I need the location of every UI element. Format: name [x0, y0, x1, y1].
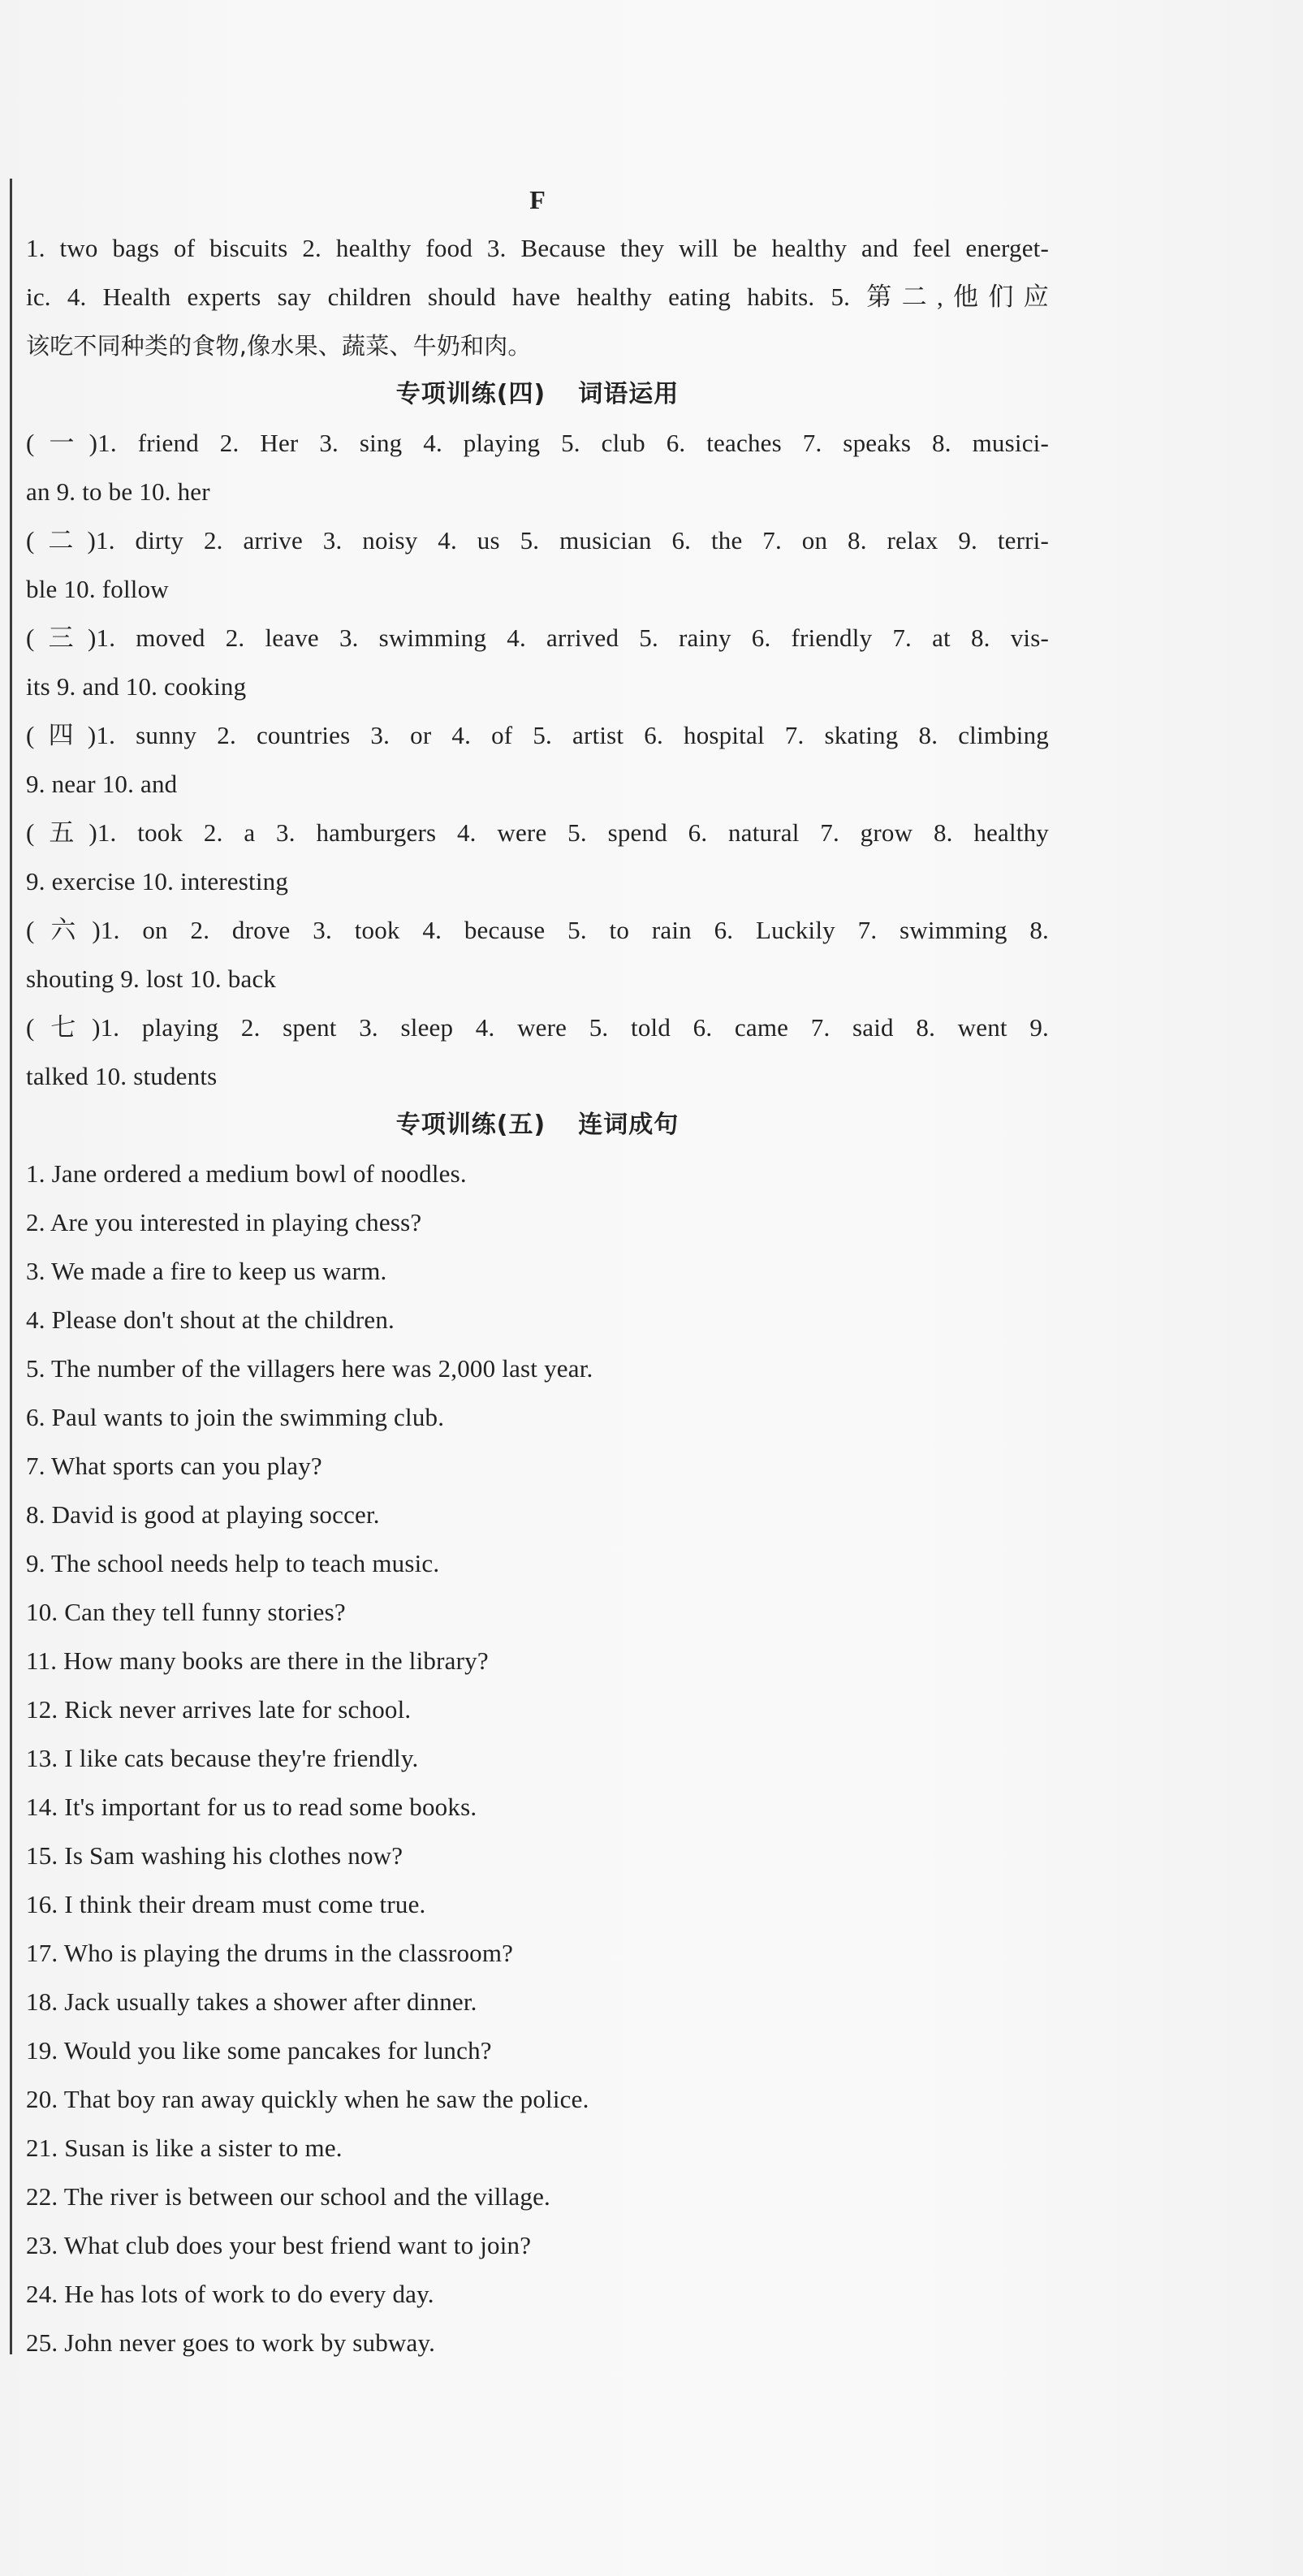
section-4-line: talked 10. students — [26, 1062, 218, 1090]
section-5-heading — [26, 1101, 1049, 1150]
section-4-line: shouting 9. lost 10. back — [26, 964, 277, 993]
section-5-line: 8. David is good at playing soccer. — [26, 1500, 380, 1529]
section-5-line: 20. That boy ran away quickly when he saw the police. — [26, 2085, 589, 2113]
section-5-line: 6. Paul wants to join the swimming club. — [26, 1403, 445, 1431]
section-5-line: 9. The school needs help to teach music. — [26, 1549, 440, 1577]
section-4-line: (七)1. playing 2. spent 3. sleep 4. were 5. told 6. came 7. said 8. went 9. — [26, 1013, 1049, 1042]
section-4-line: (四)1. sunny 2. countries 3. or 4. of 5. artist 6. hospital 7. skating 8. climbing — [26, 721, 1049, 749]
section-5-line: 22. The river is between our school and the village. — [26, 2182, 551, 2211]
section-5-line: 17. Who is playing the drums in the classroom? — [26, 1939, 514, 1967]
section-f-line: 该吃不同种类的食物,像水果、蔬菜、牛奶和肉。 — [26, 332, 532, 360]
section-5-subtitle: 连词成句 — [578, 1111, 680, 1139]
section-5-line: 7. What sports can you play? — [26, 1452, 322, 1480]
section-5-line: 1. Jane ordered a medium bowl of noodles. — [26, 1159, 467, 1188]
section-5-line: 19. Would you like some pancakes for lunch? — [26, 2036, 492, 2065]
section-4-line: (二)1. dirty 2. arrive 3. noisy 4. us 5. musician 6. the 7. on 8. relax 9. terri- — [26, 526, 1049, 554]
section-4-line: ble 10. follow — [26, 575, 169, 603]
section-5-line: 14. It's important for us to read some books. — [26, 1793, 477, 1821]
section-4-line: (五)1. took 2. a 3. hamburgers 4. were 5. spend 6. natural 7. grow 8. healthy — [26, 818, 1049, 847]
left-margin-rule — [10, 179, 12, 2354]
section-4-line: (三)1. moved 2. leave 3. swimming 4. arrived 5. rainy 6. friendly 7. at 8. vis- — [26, 624, 1049, 652]
section-5-line: 4. Please don't shout at the children. — [26, 1305, 395, 1334]
section-4-line: 9. near 10. and — [26, 770, 178, 798]
section-5-line: 11. How many books are there in the library? — [26, 1646, 489, 1675]
section-4-line: its 9. and 10. cooking — [26, 672, 247, 701]
answer-content — [26, 175, 1049, 2367]
section-5-line: 24. He has lots of work to do every day. — [26, 2280, 434, 2308]
section-f-line: 1. two bags of biscuits 2. healthy food 3. Because they will be healthy and feel energet- — [26, 234, 1049, 262]
section-f-heading: F — [529, 185, 546, 214]
section-4-line: an 9. to be 10. her — [26, 477, 210, 506]
section-5-line: 16. I think their dream must come true. — [26, 1890, 426, 1918]
section-f-line: ic. 4. Health experts say children should have healthy eating habits. 5. 第二,他们应 — [26, 283, 1049, 311]
section-5-line: 18. Jack usually takes a shower after dinner. — [26, 1987, 477, 2016]
section-5-line: 3. We made a fire to keep us warm. — [26, 1257, 387, 1285]
section-5-line: 5. The number of the villagers here was 2,000 last year. — [26, 1354, 593, 1383]
section-5-line: 25. John never goes to work by subway. — [26, 2328, 436, 2357]
section-5-line: 23. What club does your best friend want to join? — [26, 2231, 532, 2259]
section-4-line: (一)1. friend 2. Her 3. sing 4. playing 5. club 6. teaches 7. speaks 8. musici- — [26, 429, 1049, 457]
section-5-line: 2. Are you interested in playing chess? — [26, 1208, 422, 1236]
section-4-heading — [26, 370, 1049, 419]
section-5-title: 专项训练(五) — [395, 1111, 546, 1139]
section-5-line: 13. I like cats because they're friendly. — [26, 1744, 419, 1772]
section-4-title: 专项训练(四) — [395, 380, 546, 408]
section-5-line: 21. Susan is like a sister to me. — [26, 2134, 343, 2162]
section-5-line: 10. Can they tell funny stories? — [26, 1598, 346, 1626]
section-5-line: 12. Rick never arrives late for school. — [26, 1695, 412, 1724]
section-4-subtitle: 词语运用 — [578, 380, 680, 408]
section-4-line: 9. exercise 10. interesting — [26, 867, 289, 895]
section-5-line: 15. Is Sam washing his clothes now? — [26, 1841, 403, 1870]
section-4-line: (六)1. on 2. drove 3. took 4. because 5. to rain 6. Luckily 7. swimming 8. — [26, 916, 1049, 944]
